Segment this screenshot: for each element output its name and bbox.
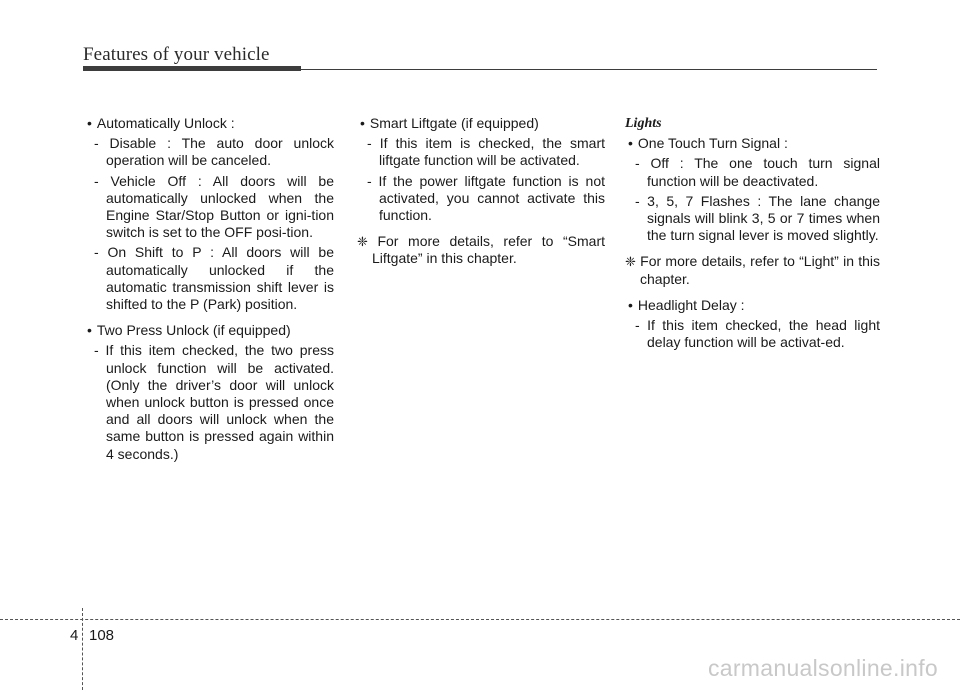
headlight-delay-description: - If this item checked, the head light delay function will be activat-ed.: [635, 317, 880, 351]
two-press-unlock-description: - If this item checked, the two press unlock function will be activated. (Only the driver’s door will unlock when unlock button is pressed once and all doors will unlock when the same button is pressed again within 4 seconds.): [94, 342, 334, 462]
turn-signal-off-option: - Off : The one touch turn signal function will be deactivated.: [635, 155, 880, 189]
header-rule: [301, 69, 877, 70]
automatically-unlock-title: • Automatically Unlock :: [84, 115, 334, 132]
page-header-title: Features of your vehicle: [83, 44, 270, 65]
smart-liftgate-item: [357, 115, 605, 224]
footer-dashed-rule: [0, 619, 960, 620]
chapter-number: 4: [70, 627, 79, 644]
smart-liftgate-inactive-description: - If the power liftgate function is not activated, you cannot activate this function.: [367, 172, 605, 224]
page-number: 108: [89, 627, 115, 644]
smart-liftgate-checked-description: - If this item is checked, the smart liftgate function will be activated.: [367, 135, 605, 169]
disable-option: - Disable : The auto door unlock operation will be canceled.: [94, 135, 334, 169]
note-mark-icon: ❈: [357, 234, 368, 250]
watermark: carmanualsonline.info: [707, 655, 938, 681]
one-touch-turn-signal-item: [625, 135, 880, 244]
two-press-unlock-title: • Two Press Unlock (if equipped): [84, 322, 334, 339]
smart-liftgate-note: [357, 233, 605, 267]
column-3: [625, 115, 880, 360]
one-touch-turn-signal-title: • One Touch Turn Signal :: [625, 135, 880, 152]
turn-signal-flashes-option: - 3, 5, 7 Flashes : The lane change signals will blink 3, 5 or 7 times when the turn signal lever is moved slightly.: [635, 192, 880, 244]
two-press-unlock-item: [84, 322, 334, 463]
column-2: [357, 115, 605, 277]
light-note: [625, 253, 880, 287]
header-accent-bar: [83, 66, 301, 71]
automatically-unlock-item: [84, 115, 334, 313]
vehicle-off-option: - Vehicle Off : All doors will be automatically unlocked when the Engine Star/Stop Button or igni-tion switch is set to the OFF posi-tion.: [94, 172, 334, 241]
headlight-delay-title: • Headlight Delay :: [625, 297, 880, 314]
note-mark-icon: ❈: [625, 254, 636, 270]
on-shift-to-p-option: - On Shift to P : All doors will be automatically unlocked if the automatic transmission shift lever is shifted to the P (Park) position.: [94, 244, 334, 313]
smart-liftgate-title: • Smart Liftgate (if equipped): [357, 115, 605, 132]
headlight-delay-item: [625, 297, 880, 352]
lights-heading: Lights: [625, 116, 662, 131]
column-1: [84, 115, 334, 472]
footer-dashed-divider: [82, 608, 83, 690]
light-note-text: For more details, refer to “Light” in this chapter.: [640, 253, 881, 287]
smart-liftgate-note-text: For more details, refer to “Smart Liftgate” in this chapter.: [372, 233, 605, 267]
